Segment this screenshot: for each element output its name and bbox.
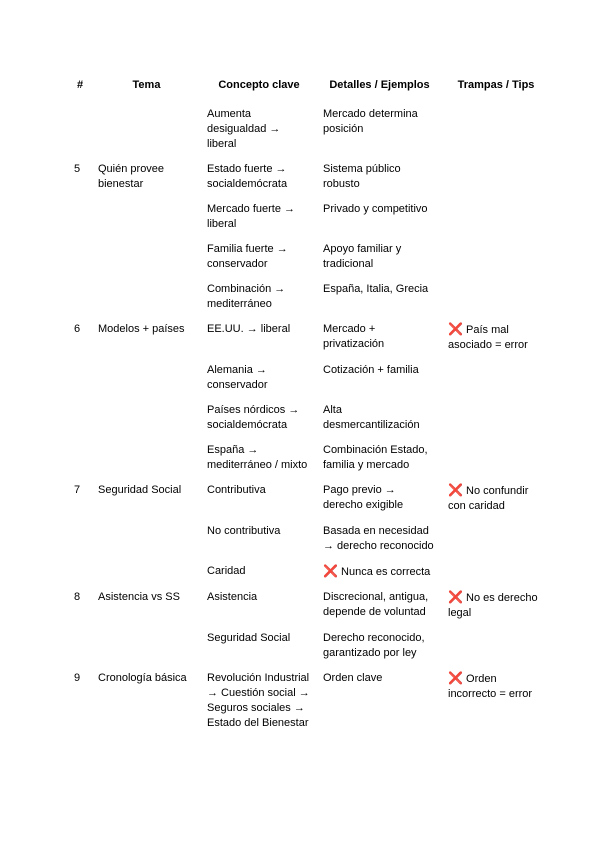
cell-text: Asistencia vs SS [98, 591, 180, 603]
cell-text: 8 [74, 591, 81, 603]
cell-text: Pago previo → derecho exigible [323, 484, 404, 511]
table-row [68, 478, 550, 519]
header-concepto: Concepto clave [218, 79, 300, 91]
cell-detalles [317, 438, 442, 478]
cell-text: España → mediterráneo / mixto [207, 444, 308, 471]
cell-text: Sistema público robusto [323, 163, 401, 190]
cell-detalles [317, 559, 442, 585]
cell-detalles [317, 398, 442, 438]
cell-tema [92, 438, 201, 478]
cell-text: España, Italia, Grecia [323, 283, 429, 295]
cell-trampas [442, 559, 550, 585]
cell-text: 7 [74, 484, 81, 496]
cell-num [68, 398, 92, 438]
cell-text: Aumenta desigualdad → liberal [207, 108, 281, 150]
cell-num [68, 519, 92, 559]
cell-num [68, 197, 92, 237]
header-trampas: Trampas / Tips [457, 79, 535, 91]
table-row [68, 626, 550, 666]
table-row [68, 585, 550, 626]
cell-text: Mercado determina posición [323, 108, 418, 135]
header-tema: Tema [132, 79, 161, 91]
cell-tema [92, 157, 201, 197]
cell-num [68, 237, 92, 277]
cell-trampas [442, 358, 550, 398]
cell-text: Estado fuerte → socialdemócrata [207, 163, 288, 190]
cell-concepto [201, 197, 317, 237]
table-row [68, 358, 550, 398]
cell-text: Familia fuerte → conservador [207, 243, 288, 270]
cell-text: Basada en necesidad → derecho reconocido [323, 525, 434, 552]
table-row [68, 519, 550, 559]
cell-text: Nunca es correcta [341, 566, 431, 578]
cell-num [68, 277, 92, 317]
cell-text: Combinación Estado, familia y mercado [323, 444, 428, 471]
cross-mark-icon: ❌ [448, 322, 463, 336]
cell-text: No confundir con caridad [448, 485, 529, 512]
cell-detalles [317, 277, 442, 317]
cell-tema [92, 478, 201, 519]
cell-detalles [317, 237, 442, 277]
cell-trampas [442, 277, 550, 317]
cell-text: País mal asociado = error [448, 324, 528, 351]
cell-concepto [201, 398, 317, 438]
cell-concepto [201, 666, 317, 736]
header-row [68, 74, 550, 103]
cell-detalles [317, 478, 442, 519]
cell-num [68, 317, 92, 358]
cell-text: 9 [74, 672, 81, 684]
cell-concepto [201, 519, 317, 559]
cell-tema [92, 317, 201, 358]
cell-text: Revolución Industrial → Cuestión social → Seguros sociales → Estado del Bienestar [207, 672, 310, 729]
cell-text: 5 [74, 163, 81, 175]
cell-trampas [442, 398, 550, 438]
cell-concepto [201, 358, 317, 398]
table-row [68, 317, 550, 358]
cell-text: Orden incorrecto = error [448, 673, 533, 700]
study-table [68, 74, 550, 736]
cell-trampas [442, 317, 550, 358]
cell-trampas [442, 103, 550, 157]
cross-mark-icon: ❌ [448, 590, 463, 604]
cell-text: Cotización + familia [323, 364, 419, 376]
cell-trampas [442, 666, 550, 736]
cell-detalles [317, 197, 442, 237]
cell-tema [92, 666, 201, 736]
cell-text: Contributiva [207, 484, 266, 496]
cell-detalles [317, 519, 442, 559]
cell-num [68, 103, 92, 157]
cell-trampas [442, 626, 550, 666]
cell-concepto [201, 585, 317, 626]
cell-text: Alemania → conservador [207, 364, 268, 391]
cell-num [68, 585, 92, 626]
cell-detalles [317, 666, 442, 736]
cell-tema [92, 358, 201, 398]
cell-trampas [442, 478, 550, 519]
table-row [68, 237, 550, 277]
cell-num [68, 666, 92, 736]
table-body [68, 103, 550, 736]
cell-concepto [201, 438, 317, 478]
cell-text: Mercado fuerte → liberal [207, 203, 296, 230]
cell-detalles [317, 157, 442, 197]
cross-mark-icon: ❌ [448, 671, 463, 685]
cell-text: Países nórdicos → socialdemócrata [207, 404, 300, 431]
cell-concepto [201, 157, 317, 197]
cell-text: Modelos + países [98, 323, 185, 335]
cell-text: Apoyo familiar y tradicional [323, 243, 402, 270]
cell-tema [92, 519, 201, 559]
cell-text: Seguridad Social [98, 484, 182, 496]
cell-num [68, 438, 92, 478]
header-detalles: Detalles / Ejemplos [329, 79, 430, 91]
table-row [68, 197, 550, 237]
cell-text: No contributiva [207, 525, 281, 537]
cell-trampas [442, 585, 550, 626]
cell-tema [92, 103, 201, 157]
cell-tema [92, 626, 201, 666]
cell-text: Orden clave [323, 672, 383, 684]
table-row [68, 157, 550, 197]
cell-text: Asistencia [207, 591, 258, 603]
cell-detalles [317, 585, 442, 626]
cell-concepto [201, 237, 317, 277]
cell-concepto [201, 103, 317, 157]
cell-text: Caridad [207, 565, 246, 577]
cell-detalles [317, 317, 442, 358]
cell-text: Combinación → mediterráneo [207, 283, 286, 310]
cell-trampas [442, 519, 550, 559]
cell-trampas [442, 197, 550, 237]
cell-num [68, 358, 92, 398]
cell-num [68, 478, 92, 519]
cell-num [68, 626, 92, 666]
cell-text: Quién provee bienestar [98, 163, 165, 190]
cell-text: Derecho reconocido, garantizado por ley [323, 632, 425, 659]
cell-detalles [317, 626, 442, 666]
cell-concepto [201, 626, 317, 666]
cross-mark-icon: ❌ [323, 564, 338, 578]
cross-mark-icon: ❌ [448, 483, 463, 497]
cell-text: Discrecional, antigua, depende de voluntad [323, 591, 429, 618]
cell-text: EE.UU. → liberal [207, 323, 291, 335]
cell-num [68, 157, 92, 197]
cell-text: Mercado + privatización [323, 323, 385, 350]
cell-tema [92, 197, 201, 237]
cell-tema [92, 277, 201, 317]
cell-tema [92, 559, 201, 585]
cell-concepto [201, 559, 317, 585]
cell-text: Seguridad Social [207, 632, 291, 644]
cell-detalles [317, 358, 442, 398]
cell-text: 6 [74, 323, 81, 335]
table-row [68, 398, 550, 438]
table-row [68, 438, 550, 478]
cell-concepto [201, 478, 317, 519]
table-row [68, 103, 550, 157]
cell-trampas [442, 237, 550, 277]
cell-trampas [442, 438, 550, 478]
cell-concepto [201, 317, 317, 358]
cell-num [68, 559, 92, 585]
cell-text: Cronología básica [98, 672, 187, 684]
cell-tema [92, 398, 201, 438]
table-row [68, 277, 550, 317]
cell-trampas [442, 157, 550, 197]
table-row [68, 666, 550, 736]
cell-tema [92, 585, 201, 626]
header-num: # [76, 79, 84, 91]
cell-text: No es derecho legal [448, 592, 538, 619]
cell-detalles [317, 103, 442, 157]
table-row [68, 559, 550, 585]
cell-text: Alta desmercantilización [323, 404, 420, 431]
cell-concepto [201, 277, 317, 317]
cell-tema [92, 237, 201, 277]
cell-text: Privado y competitivo [323, 203, 428, 215]
